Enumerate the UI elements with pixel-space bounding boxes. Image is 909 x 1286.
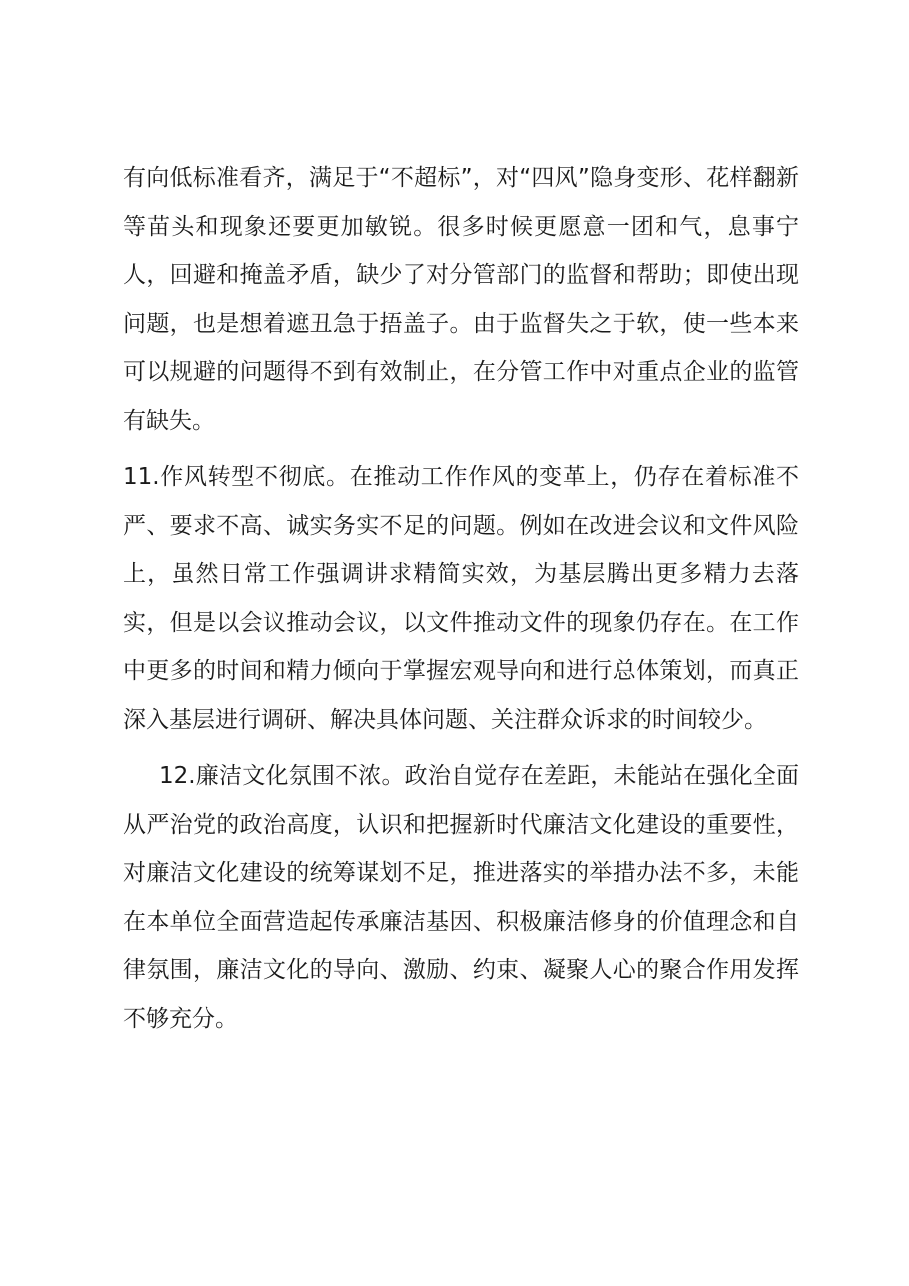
paragraph-continuation: 有向低标准看齐，满足于“不超标”，对“四风”隐身变形、花样翻新等苗头和现象还要更加敏锐。很多时候更愿意一团和气，息事宁人，回避和掩盖矛盾，缺少了对分管部门的监督和帮助；即使出现问题，也是想着遮丑急于捂盖子。由于监督失之于软，使一些本来可以规避的问题得不到有效制止，在分管工作中对重点企业的监管有缺失。 — [123, 165, 799, 434]
paragraph-item-11: 11.作风转型不彻底。在推动工作作风的变革上，仍存在着标准不严、要求不高、诚实务实不足的问题。例如在改进会议和文件风险上，虽然日常工作强调讲求精简实效，为基层腾出更多精力去落实，但是以会议推动会议，以文件推动文件的现象仍存在。在工作中更多的时间和精力倾向于掌握宏观导向和进行总体策划，而真正深入基层进行调研、解决具体问题、关注群众诉求的时间较少。 — [123, 464, 799, 733]
paragraph-item-12: 12.廉洁文化氛围不浓。政治自觉存在差距，未能站在强化全面从严治党的政治高度，认识和把握新时代廉洁文化建设的重要性，对廉洁文化建设的统筹谋划不足，推进落实的举措办法不多，未能在本单位全面营造起传承廉洁基因、积极廉洁修身的价值理念和自律氛围，廉洁文化的导向、激励、约束、凝聚人心的聚合作用发挥不够充分。 — [123, 763, 799, 1032]
document-body — [123, 154, 799, 1043]
